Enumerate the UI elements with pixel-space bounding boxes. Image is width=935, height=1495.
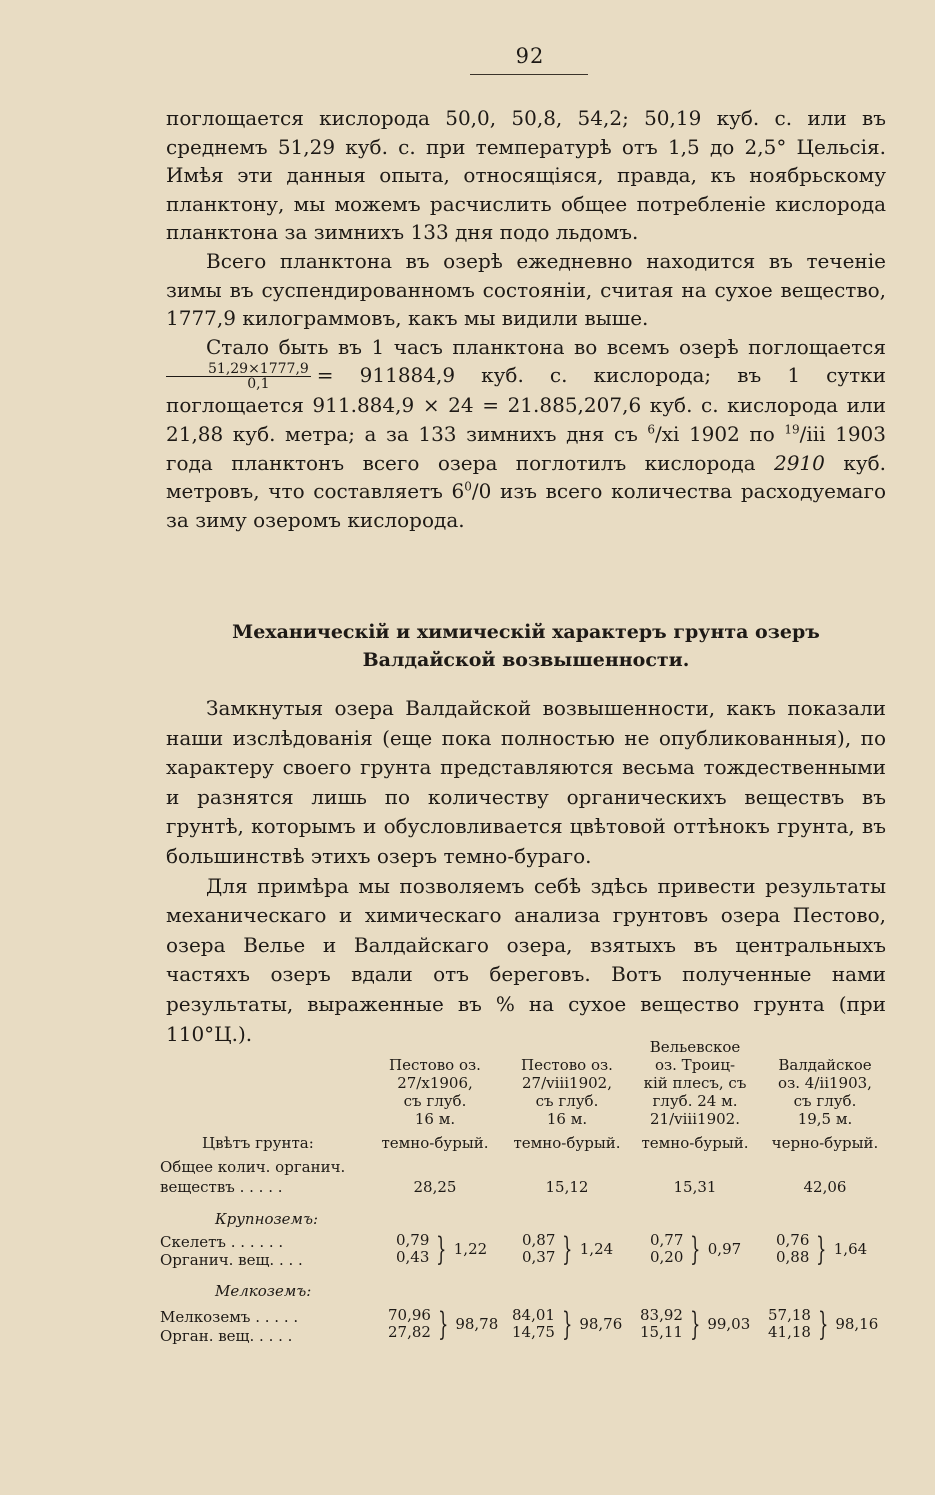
calc-after-amount: куб. метровъ, что составляетъ 6 <box>166 450 886 504</box>
col-header-1: Пестово оз. 27/x1906, съ глуб. 16 м. <box>389 1056 481 1128</box>
page-number-rule <box>470 74 588 75</box>
section-heading: Механическій и химическій характеръ грунта озеръ Валдайской возвышенности. <box>232 621 820 671</box>
fraction-denominator: 0,1 <box>247 376 270 393</box>
oxygen-fraction <box>166 362 311 391</box>
organic-value-1: 28,25 <box>413 1178 457 1196</box>
paragraph-4: Для примѣра мы позволяемъ себѣ здѣсь привести результаты механическаго и химическаго анализа грунтовъ озера Пестово, озера Велье и Валдайскаго озера, взятыхъ въ центральныхъ частяхъ озеръ вдали отъ береговъ. Вотъ полученные нами результаты, выраженные въ % на сухое вещество грунта (при 110°Ц.). <box>166 873 886 1046</box>
soil-color-3: темно-бурый. <box>641 1134 749 1152</box>
calc-after-fraction: = 911884,9 куб. с. кислорода; въ 1 сутки поглощается 911.884,9 × 24 = 21.885,207,6 куб. с. кислорода или 21,88 куб. метра; а за 133 зимнихъ дня съ <box>166 363 886 446</box>
date2-rest: /iii 1903 года планктонъ всего озера поглотилъ кислорода <box>166 421 886 475</box>
organic-value-4: 42,06 <box>803 1178 847 1196</box>
organic-value-2: 15,12 <box>545 1178 589 1196</box>
skeleton-label: Скелетъ . . . . . . <box>160 1233 284 1251</box>
calc-lead: Стало быть въ 1 часъ планктона во всемъ озерѣ поглощается <box>206 334 886 359</box>
brace-icon: } <box>690 1305 701 1343</box>
fine-pair-3: 83,92 15,11 } 99,03 <box>640 1305 751 1343</box>
soil-color-2: темно-бурый. <box>513 1134 621 1152</box>
soil-color-label: Цвѣтъ грунта: <box>202 1134 314 1152</box>
organic-value-3: 15,31 <box>673 1178 717 1196</box>
coarse-pair-1: 0,79 0,43 } 1,22 <box>396 1230 488 1268</box>
col-header-3: Вельевское оз. Троиц- кій плесъ, съ глуб. 24 м. 21/viii1902. <box>643 1038 747 1128</box>
soil-color-1: темно-бурый. <box>381 1134 489 1152</box>
organic-label-2: веществъ . . . . . <box>160 1178 283 1196</box>
date1-rest: /xi 1902 по <box>655 421 785 446</box>
col-header-4: Валдайское оз. 4/ii1903, съ глуб. 19,5 м. <box>778 1056 872 1128</box>
body-top <box>166 104 886 534</box>
percent-sup: 0 <box>464 479 472 494</box>
brace-icon: } <box>438 1305 449 1343</box>
body-mid <box>166 694 886 1049</box>
section-coarse-label: Крупноземъ: <box>215 1210 319 1228</box>
date2-sup: 19 <box>784 422 800 437</box>
organic-label-1: Общее колич. органич. <box>160 1158 346 1176</box>
calc-end: /0 изъ всего количества расходуемаго за зиму озеромъ кислорода. <box>166 479 887 532</box>
coarse-organic-label: Органич. вещ. . . . <box>160 1251 303 1269</box>
fine-pair-4: 57,18 41,18 } 98,16 <box>768 1305 879 1343</box>
fine-earth-label: Мелкоземъ . . . . . <box>160 1308 299 1326</box>
coarse-pair-3: 0,77 0,20 } 0,97 <box>650 1230 742 1268</box>
brace-icon: } <box>436 1230 447 1268</box>
paragraph-calc <box>166 333 886 535</box>
date1-sup: 6 <box>647 422 655 437</box>
col-header-2: Пестово оз. 27/viii1902, съ глуб. 16 м. <box>521 1056 613 1128</box>
paragraph-1: поглощается кислорода 50,0, 50,8, 54,2; 50,19 куб. с. или въ среднемъ 51,29 куб. с. при температурѣ отъ 1,5 до 2,5° Цельсія. Имѣя эти данныя опыта, относящіяся, правда, къ ноябрьскому планктону, мы можемъ расчислить общее потребленіе кислорода планктона за зимнихъ 133 дня подо льдомъ. <box>166 106 886 245</box>
page-number: 92 <box>515 44 545 68</box>
brace-icon: } <box>816 1230 827 1268</box>
fine-pair-2: 84,01 14,75 } 98,76 <box>512 1305 623 1343</box>
fine-organic-label: Орган. вещ. . . . . <box>160 1327 293 1345</box>
brace-icon: } <box>818 1305 829 1343</box>
fine-pair-1: 70,96 27,82 } 98,78 <box>388 1305 499 1343</box>
fraction-numerator: 51,29×1777,9 <box>166 362 311 377</box>
coarse-pair-4: 0,76 0,88 } 1,64 <box>776 1230 868 1268</box>
brace-icon: } <box>562 1230 573 1268</box>
paragraph-3: Замкнутыя озера Валдайской возвышенности, какъ показали наши изслѣдованія (еще пока полностью не опубликованныя), по характеру своего грунта представляются весьма тождественными и разнятся лишь по количеству органическихъ веществъ въ грунтѣ, которымъ и обусловливается цвѣтовой оттѣнокъ грунта, въ большинствѣ этихъ озеръ темно-бураго. <box>166 696 886 868</box>
brace-icon: } <box>562 1305 573 1343</box>
coarse-pair-2: 0,87 0,37 } 1,24 <box>522 1230 614 1268</box>
oxygen-amount: 2910 <box>773 450 825 475</box>
brace-icon: } <box>690 1230 701 1268</box>
paragraph-2: Всего планктона въ озерѣ ежедневно находится въ теченіе зимы въ суспендированномъ состояніи, считая на сухое вещество, 1777,9 килограммовъ, какъ мы видили выше. <box>166 248 886 331</box>
soil-color-4: черно-бурый. <box>771 1134 879 1152</box>
section-fine-label: Мелкоземъ: <box>215 1282 312 1300</box>
